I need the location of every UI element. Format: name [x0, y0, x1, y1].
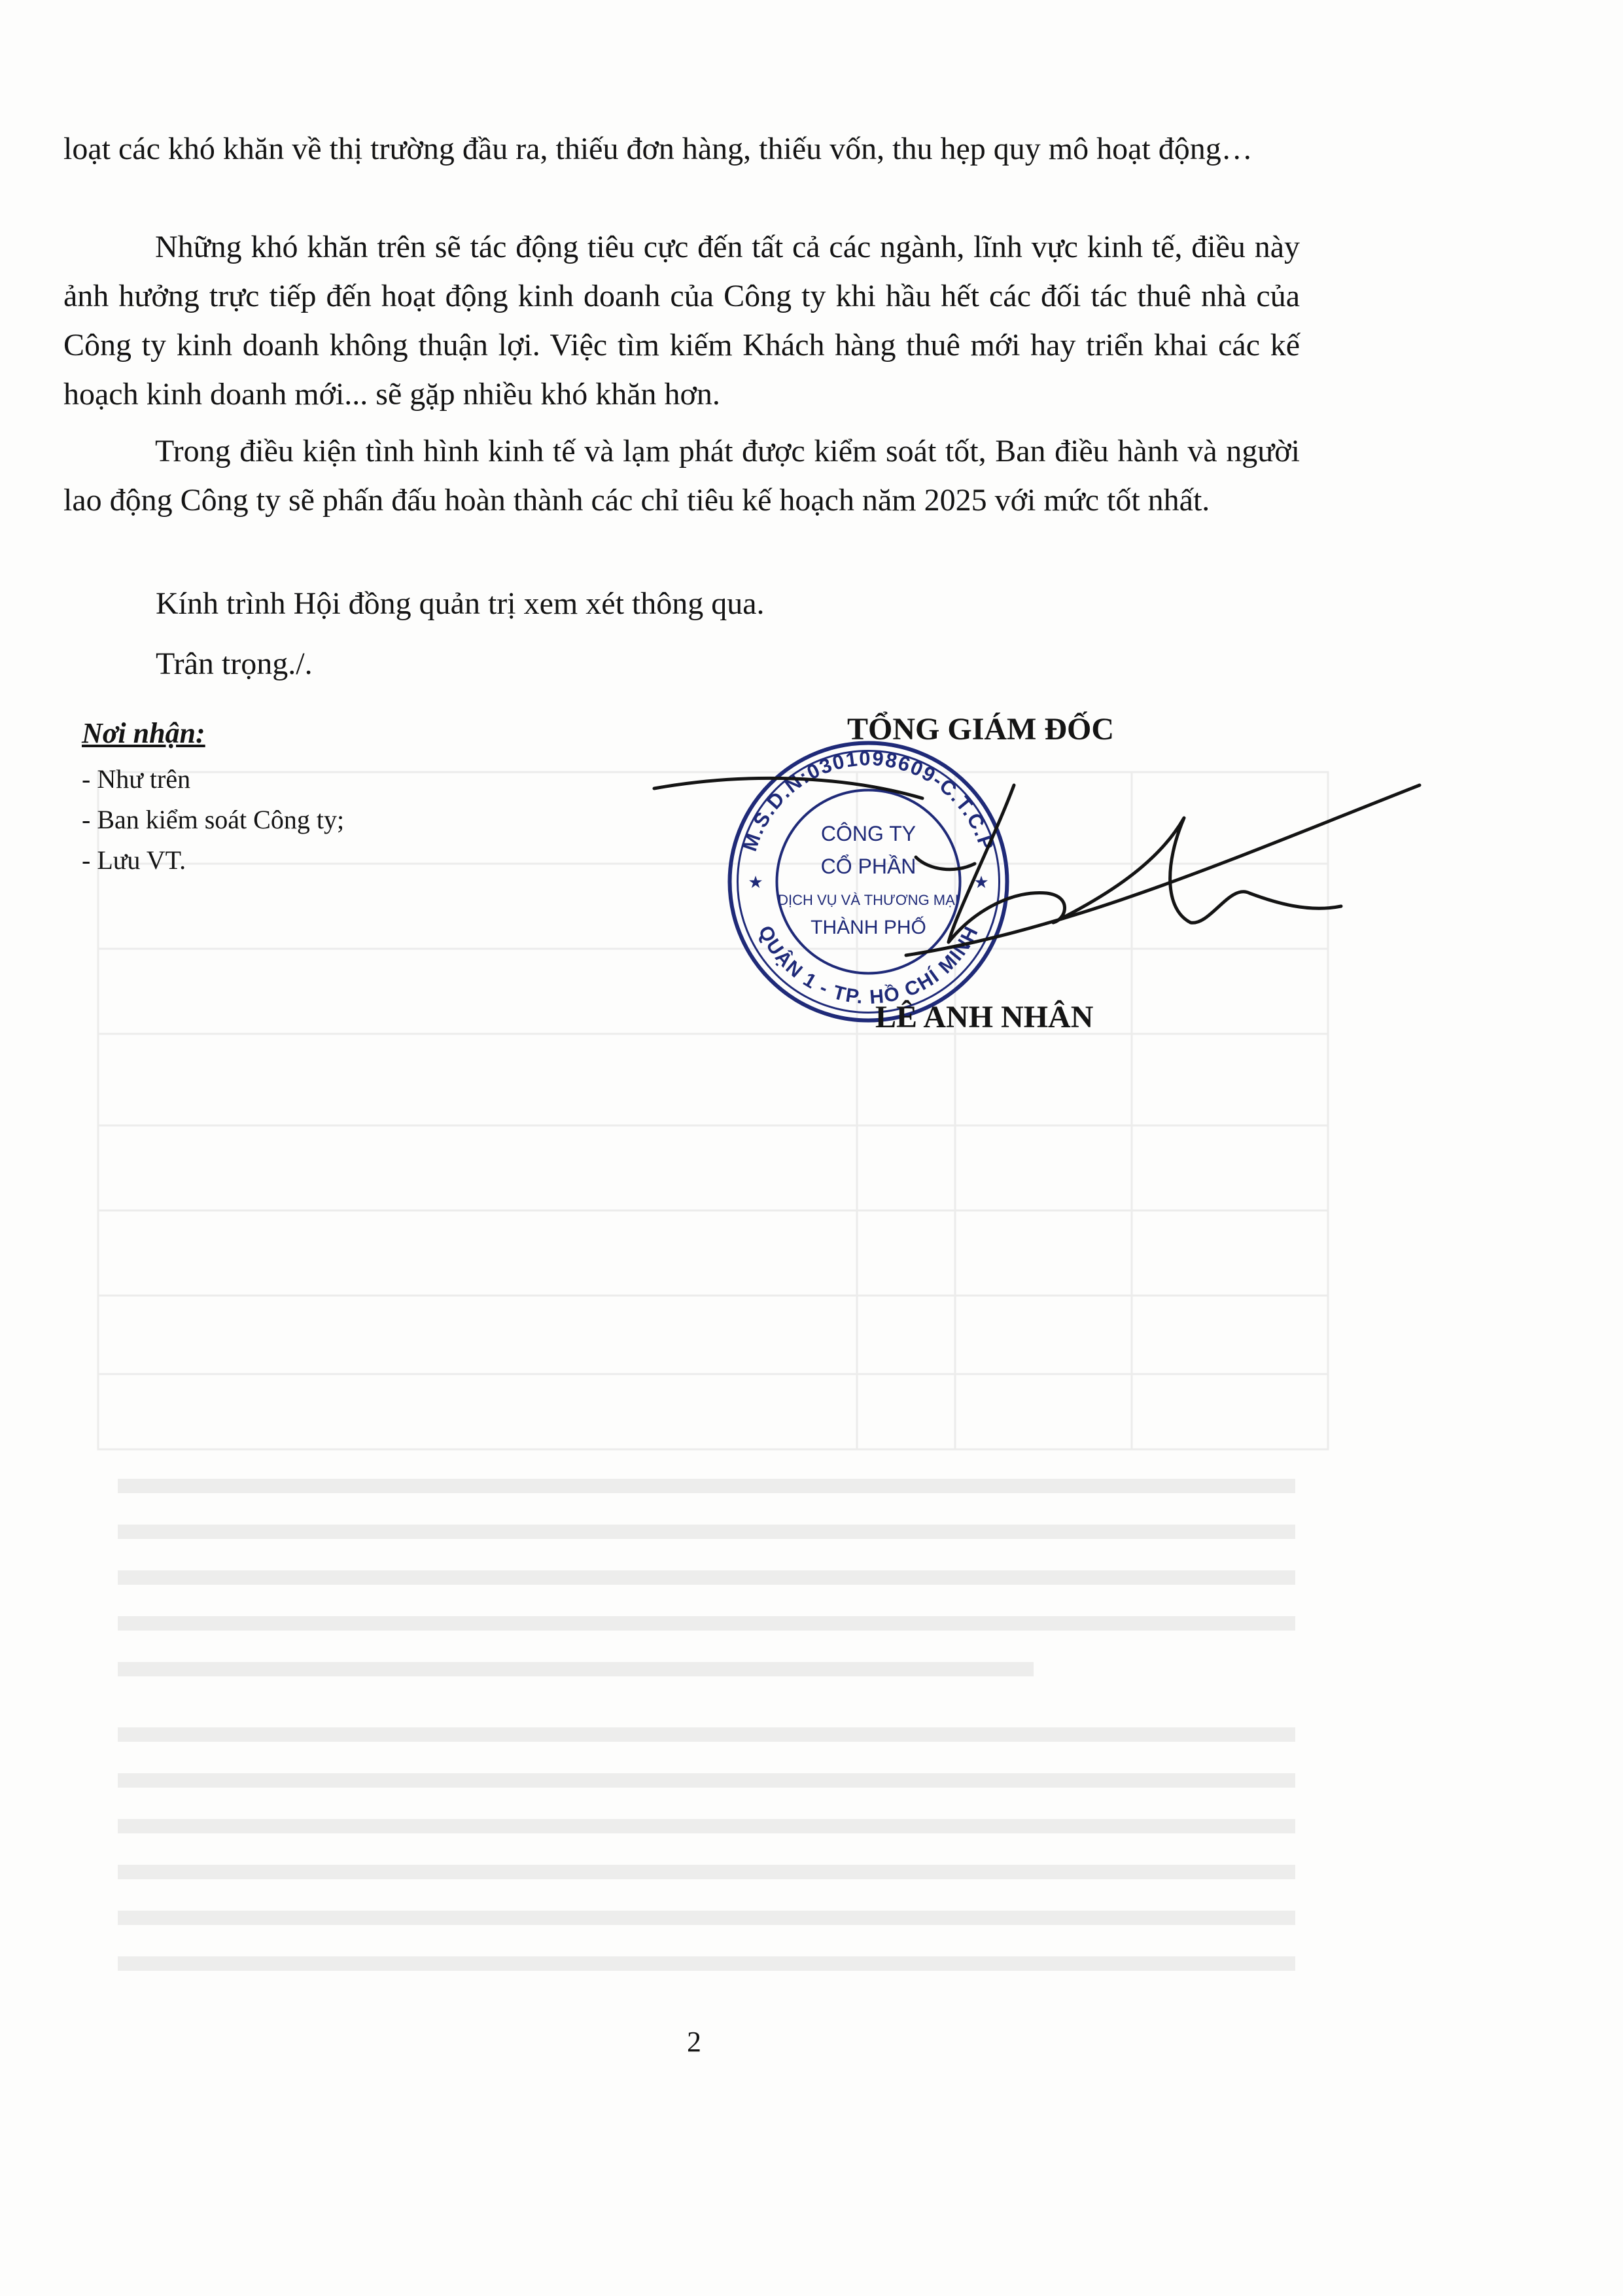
paragraph-difficulties: Những khó khăn trên sẽ tác động tiêu cực đến tất cả các ngành, lĩnh vực kinh tế, điều này ảnh hưởng trực tiếp đến hoạt động kinh doanh của Công ty khi hầu hết các đối tác thuê nhà của Công ty kinh doanh không thuận lợi. Việc tìm kiếm Khách hàng thuê mới hay triển khai các kế hoạch kinh doanh mới... sẽ gặp nhiều khó khăn hơn. [63, 230, 1300, 412]
seal-line-3: DỊCH VỤ VÀ THƯƠNG MẠI [778, 892, 959, 908]
recipient-item: - Như trên [82, 764, 191, 794]
seal-bottom-text: QUẬN 1 - TP. HỒ CHÍ MINH [754, 922, 983, 1009]
paragraph-submission: Kính trình Hội đồng quản trị xem xét thông qua. [156, 586, 765, 621]
paragraph-continuation: loạt các khó khăn về thị trường đầu ra, thiếu đơn hàng, thiếu vốn, thu hẹp quy mô hoạt động… [63, 132, 1253, 166]
paragraph-plan: Trong điều kiện tình hình kinh tế và lạm phát được kiểm soát tốt, Ban điều hành và người lao động Công ty sẽ phấn đấu hoàn thành các chỉ tiêu kế hoạch năm 2025 với mức tốt nhất. [63, 434, 1300, 518]
signer-title: TỔNG GIÁM ĐỐC [847, 712, 1114, 747]
seal-star-icon: ★ [973, 873, 989, 892]
seal-line-1: CÔNG TY [820, 822, 916, 845]
seal-star-icon: ★ [748, 873, 763, 892]
recipients-label: Nơi nhận: [82, 717, 205, 749]
recipients-block [82, 716, 344, 881]
seal-ring-text: M.S.D.N:0301098609-C.T.C.P [738, 747, 999, 855]
signer-name: LÊ ANH NHÂN [875, 1000, 1094, 1034]
seal-line-4: THÀNH PHỐ [811, 917, 926, 938]
page-number: 2 [687, 2026, 701, 2058]
handwritten-signature [648, 759, 1426, 975]
paragraph-closing: Trân trọng./. [156, 646, 313, 681]
seal-line-2: CỔ PHẦN [820, 855, 916, 878]
recipient-item: - Lưu VT. [82, 845, 186, 875]
recipient-item: - Ban kiểm soát Công ty; [82, 805, 345, 834]
